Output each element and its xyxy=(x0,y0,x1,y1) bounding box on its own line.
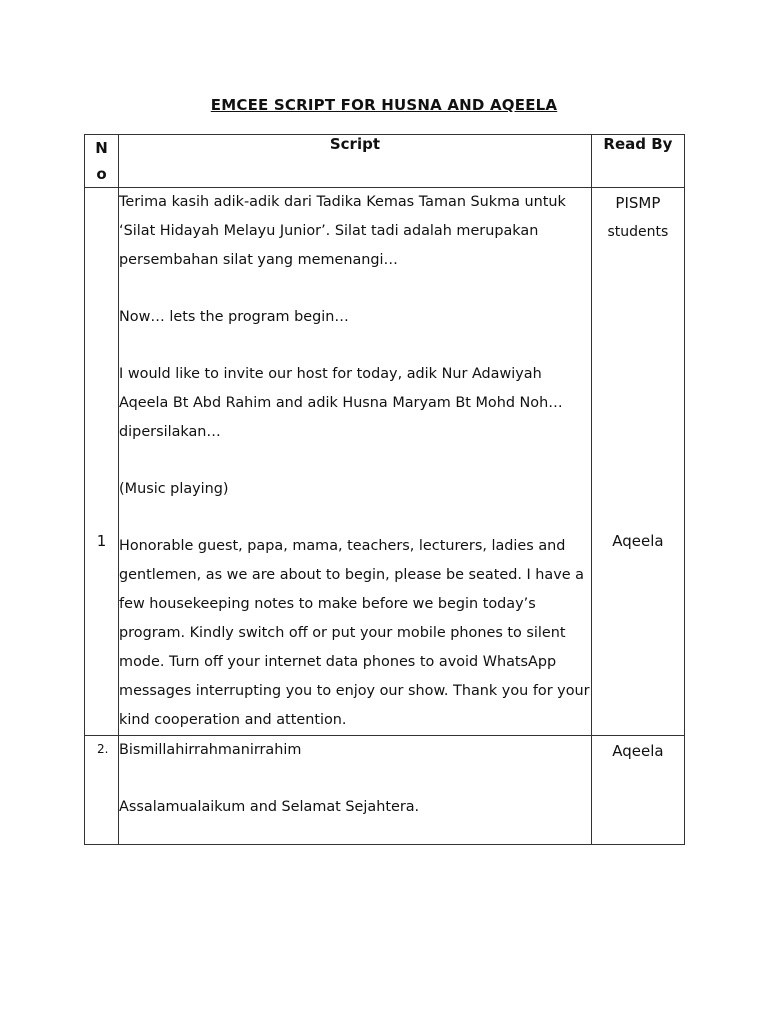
row-number-cell xyxy=(85,188,119,736)
script-paragraph: Bismillahirrahmanirrahim xyxy=(119,742,302,758)
script-paragraph: I would like to invite our host for today, adik Nur Adawiyah Aqeela Bt Abd Rahim and adik Husna Maryam Bt Mohd Noh… dipersilakan… xyxy=(119,366,563,440)
row-number-cell xyxy=(85,736,119,845)
header-script: Script xyxy=(119,135,592,188)
script-paragraph: (Music playing) xyxy=(119,481,229,497)
script-paragraph: Assalamualaikum and Selamat Sejahtera. xyxy=(119,799,420,815)
read-by-name: Aqeela xyxy=(612,532,664,550)
read-by-name: Aqeela xyxy=(612,742,664,760)
script-table xyxy=(84,134,685,845)
script-paragraph: Terima kasih adik-adik dari Tadika Kemas Taman Sukma untuk ‘Silat Hidayah Melayu Junior’. Silat tadi adalah merupakan persembahan silat yang memenangi… xyxy=(119,194,566,268)
script-cell xyxy=(119,736,592,845)
table-row xyxy=(85,736,685,845)
header-no-line2: o xyxy=(96,165,107,183)
read-by-name: students xyxy=(607,224,669,240)
page-title: EMCEE SCRIPT FOR HUSNA AND AQEELA xyxy=(210,96,558,114)
script-paragraph: Honorable guest, papa, mama, teachers, lecturers, ladies and gentlemen, as we are about to begin, please be seated. I have a few housekeeping notes to make before we begin today’s program. Kindly switch off or put your mobile phones to silent mode. Turn off your internet data phones to avoid WhatsApp messages interrupting you to enjoy our show. Thank you for your kind cooperation and attention. xyxy=(119,538,590,728)
table-header-row xyxy=(85,135,685,188)
header-no-line1: N xyxy=(95,139,108,157)
row-number: 1 xyxy=(96,532,107,550)
row-number: 2. xyxy=(97,742,109,756)
script-cell xyxy=(119,188,592,736)
read-by-cell xyxy=(591,736,684,845)
read-by-cell xyxy=(591,188,684,736)
header-no xyxy=(85,135,119,188)
header-read-by: Read By xyxy=(591,135,684,188)
table-row xyxy=(85,188,685,736)
script-paragraph: Now… lets the program begin… xyxy=(119,309,349,325)
read-by-name: PISMP xyxy=(615,194,661,212)
